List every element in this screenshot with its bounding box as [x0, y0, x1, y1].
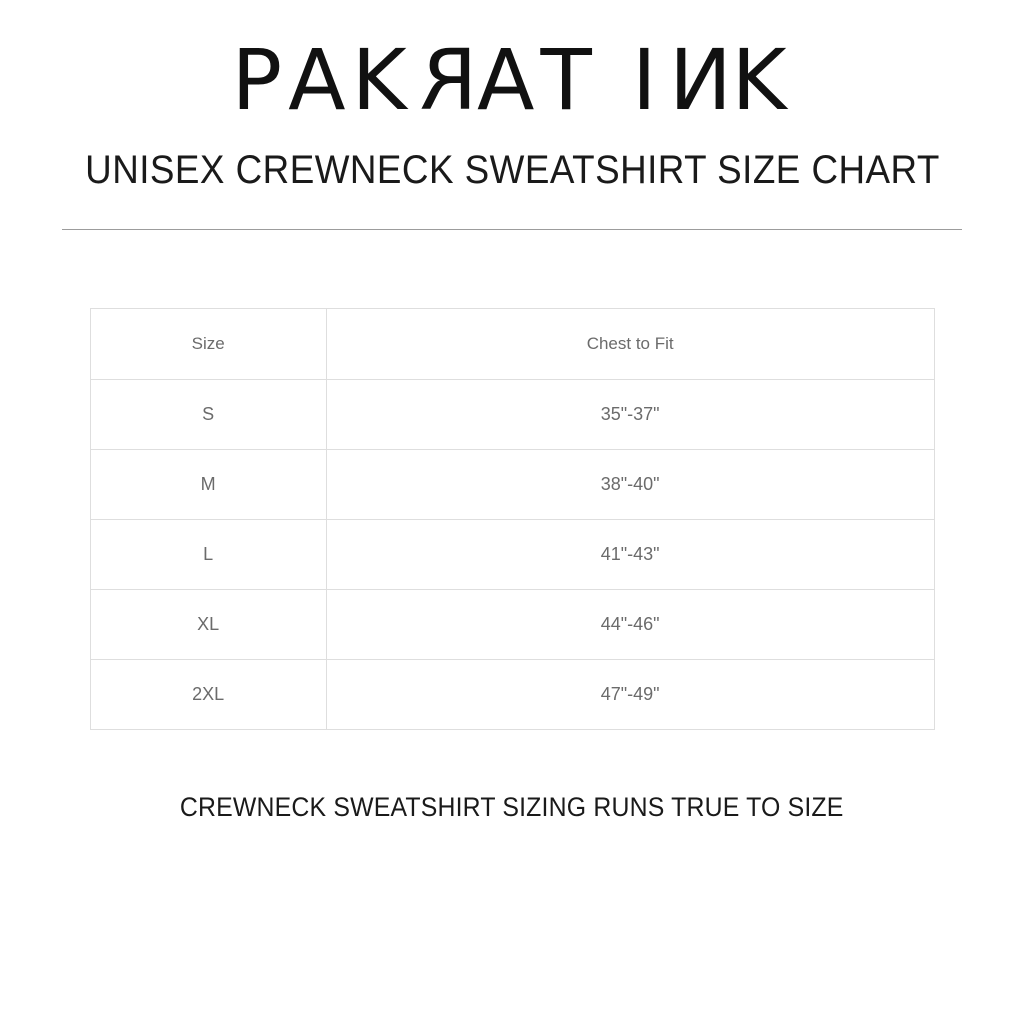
cell-size: XL: [90, 590, 326, 660]
cell-size: S: [90, 380, 326, 450]
cell-size: 2XL: [90, 660, 326, 730]
brand-letter-r-mirrored: R: [412, 31, 478, 129]
table-row: [90, 380, 934, 450]
cell-size: M: [90, 450, 326, 520]
size-table: [90, 308, 935, 730]
brand-letter-t: T: [540, 31, 598, 129]
cell-chest: 41"-43": [326, 520, 934, 590]
brand-letter-p: P: [231, 31, 289, 129]
brand-letter-k2: K: [731, 31, 793, 129]
cell-chest: 38"-40": [326, 450, 934, 520]
brand-letter-n-mirrored: N: [662, 31, 732, 129]
table-row: [90, 660, 934, 730]
table-row: [90, 450, 934, 520]
brand-letter-i: I: [631, 31, 663, 129]
table-header-row: [90, 309, 934, 380]
brand-letter-a2: A: [477, 31, 541, 129]
brand-letter-a1: A: [288, 31, 352, 129]
header-divider: [62, 229, 962, 230]
page-title: UNISEX CREWNECK SWEATSHIRT SIZE CHART: [84, 148, 940, 192]
brand-letter-k: K: [351, 31, 413, 129]
cell-chest: 35"-37": [326, 380, 934, 450]
cell-chest: 47"-49": [326, 660, 934, 730]
table-row: [90, 590, 934, 660]
brand-logo: [231, 31, 793, 129]
size-table-container: [90, 308, 935, 730]
cell-size: L: [90, 520, 326, 590]
column-header-size: Size: [90, 309, 326, 380]
cell-chest: 44"-46": [326, 590, 934, 660]
column-header-chest: Chest to Fit: [326, 309, 934, 380]
table-row: [90, 520, 934, 590]
table-body: [90, 380, 934, 730]
sizing-note: CREWNECK SWEATSHIRT SIZING RUNS TRUE TO SIZE: [180, 792, 844, 822]
table-header: [90, 309, 934, 380]
